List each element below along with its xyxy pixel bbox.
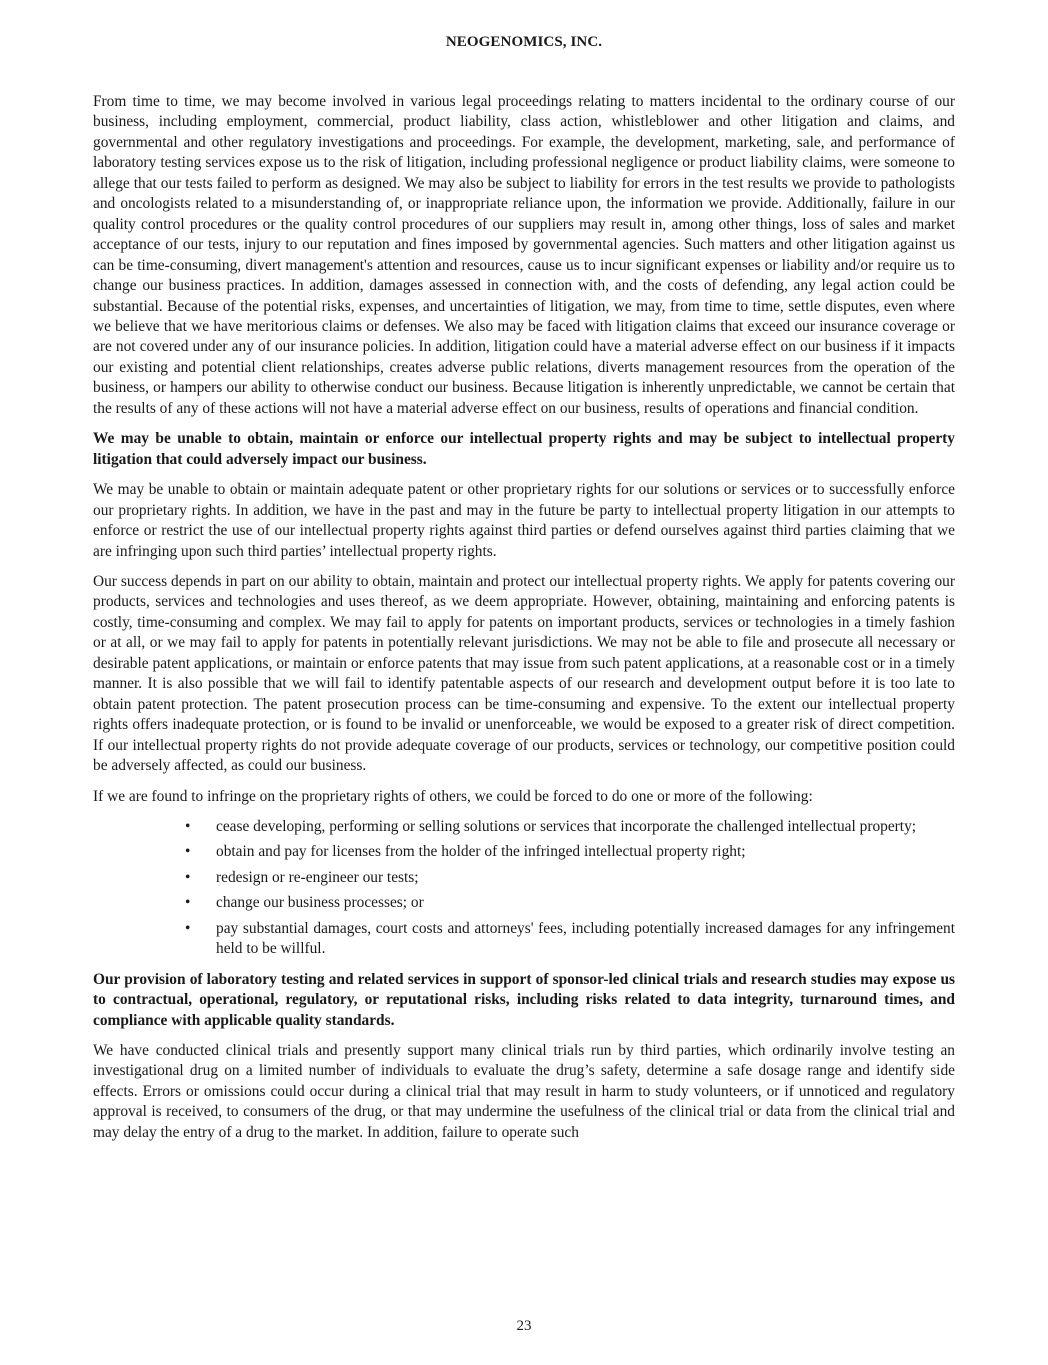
paragraph-ip-success: Our success depends in part on our ability to obtain, maintain and protect our intellectual property rights. We apply for patents covering our products, services and technologies and uses thereof, as we deem appropriate. However, obtaining, maintaining and enforcing patents is costly, time-consuming and complex. We may fail to apply for patents on important products, services or technologies in a timely fashion or at all, or we may fail to apply for patents in potentially relevant jurisdictions. We may not be able to file and prosecute all necessary or desirable patent applications, or maintain or enforce patents that may issue from such patent applications, at a reasonable cost or in a timely manner. It is also possible that we will fail to identify patentable aspects of our research and development output before it is too late to obtain patent protection. The patent prosecution process can be time-consuming and expensive. To the extent our intellectual property rights offers inadequate protection, or is found to be invalid or unenforceable, we would be exposed to a greater risk of direct competition. If our intellectual property rights do not provide adequate coverage of our products, services or technology, our competitive position could be adversely affected, as could our business. xyxy=(93,572,955,775)
section-heading-intellectual-property: We may be unable to obtain, maintain or enforce our intellectual property rights and may be subject to intellectual property litigation that could adversely impact our business. xyxy=(93,430,955,468)
list-item-text: obtain and pay for licenses from the holder of the infringed intellectual property right; xyxy=(216,843,746,861)
bullet-icon: • xyxy=(185,817,191,835)
list-item-text: pay substantial damages, court costs and attorneys' fees, including potentially increased damages for any infringement held to be willful. xyxy=(216,919,955,958)
bullet-icon: • xyxy=(185,843,191,861)
list-item-text: redesign or re-engineer our tests; xyxy=(216,868,419,886)
page-number: 23 xyxy=(516,1318,532,1334)
list-item-text: change our business processes; or xyxy=(216,894,424,912)
bullet-icon: • xyxy=(185,868,191,886)
paragraph-ip-rights: We may be unable to obtain or maintain adequate patent or other proprietary rights for our solutions or services or to successfully enforce our proprietary rights. In addition, we have in the past and may in the future be party to intellectual property litigation in our attempts to enforce or restrict the use of our intellectual property rights against third parties or defend ourselves against third parties claiming that we are infringing upon such third parties’ intellectual property rights. xyxy=(93,481,955,560)
list-item xyxy=(93,817,955,837)
section-heading-clinical-trials: Our provision of laboratory testing and related services in support of sponsor-led clinical trials and research studies may expose us to contractual, operational, regulatory, or reputational risks, including risks related to data integrity, turnaround times, and compliance with applicable quality standards. xyxy=(93,970,955,1029)
list-item xyxy=(93,919,955,960)
document-body xyxy=(93,92,955,1153)
page-header-company-name: NEOGENOMICS, INC. xyxy=(445,34,603,50)
paragraph-infringement-intro: If we are found to infringe on the proprietary rights of others, we could be forced to do one or more of the following: xyxy=(93,787,813,805)
list-item-text: cease developing, performing or selling solutions or services that incorporate the challenged intellectual property; xyxy=(216,817,917,835)
list-item xyxy=(93,893,955,913)
list-item xyxy=(93,842,955,862)
paragraph-clinical-trials: We have conducted clinical trials and presently support many clinical trials run by third parties, which ordinarily involve testing an investigational drug on a limited number of individuals to evaluate the drug’s safety, determine a safe dosage range and identify side effects. Errors or omissions could occur during a clinical trial that may result in harm to study volunteers, or if unnoticed and regulatory approval is received, to consumers of the drug, or that may undermine the usefulness of the clinical trial or data from the clinical trial and may delay the entry of a drug to the market. In addition, failure to operate such xyxy=(93,1042,955,1141)
list-item xyxy=(93,868,955,888)
bullet-icon: • xyxy=(185,919,191,937)
infringement-consequences-list xyxy=(93,817,955,960)
paragraph-legal-proceedings: From time to time, we may become involved in various legal proceedings relating to matters incidental to the ordinary course of our business, including employment, commercial, product liability, class action, whistleblower and other litigation and claims, and governmental and other regulatory investigations and proceedings. For example, the development, marketing, sale, and performance of laboratory testing services expose us to the risk of litigation, including professional negligence or product liability claims, were someone to allege that our tests failed to perform as designed. We may also be subject to liability for errors in the test results we provide to pathologists and oncologists related to a misunderstanding of, or inappropriate reliance upon, the information we provide. Additionally, failure in our quality control procedures or the quality control procedures of our suppliers may result in, among other things, loss of sales and market acceptance of our tests, injury to our reputation and fines imposed by governmental agencies. Such matters and other litigation against us can be time-consuming, divert management's attention and resources, cause us to incur significant expenses or liability and/or require us to change our business practices. In addition, damages assessed in connection with, and the costs of defending, any legal action could be substantial. Because of the potential risks, expenses, and uncertainties of litigation, we may, from time to time, settle disputes, even where we believe that we have meritorious claims or defenses. We also may be faced with litigation claims that exceed our insurance coverage or are not covered under any of our insurance policies. In addition, litigation could have a material adverse effect on our business if it impacts our existing and potential client relationships, creates adverse public relations, diverts management resources from the operation of the business, or hampers our ability to otherwise conduct our business. Because litigation is inherently unpredictable, we cannot be certain that the results of any of these actions will not have a material adverse effect on our business, results of operations and financial condition. xyxy=(93,93,955,417)
bullet-icon: • xyxy=(185,894,191,912)
